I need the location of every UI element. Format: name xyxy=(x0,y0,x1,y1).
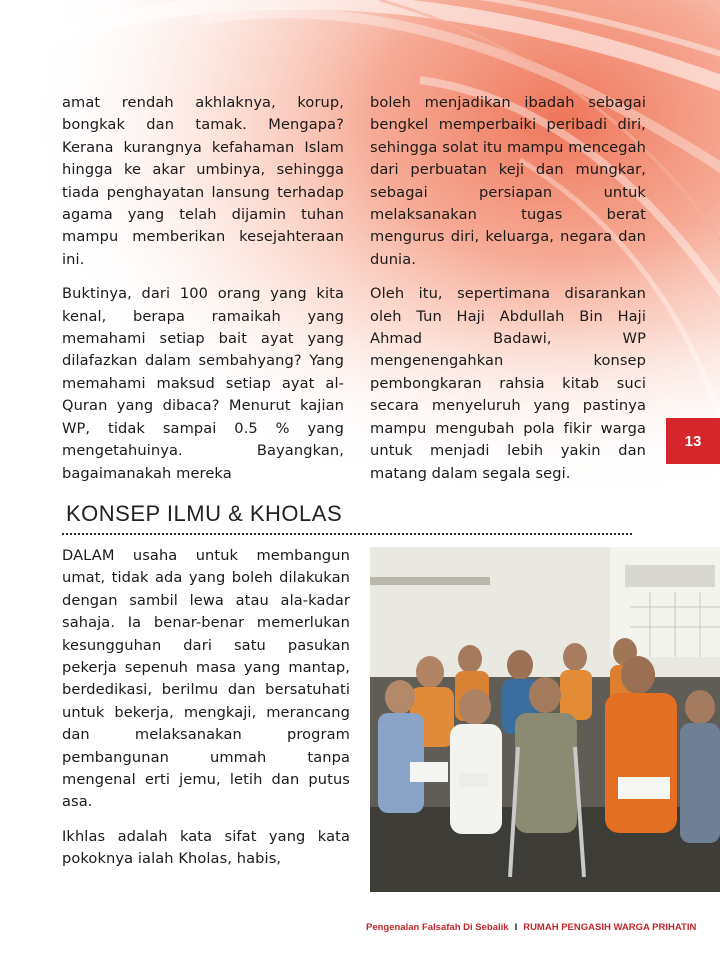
footer-separator: I xyxy=(514,922,518,933)
body-column-left-bottom xyxy=(62,545,350,883)
paragraph: boleh menjadikan ibadah sebagai bengkel memperbaiki peribadi diri, sehingga solat itu mampu mencegah dari perbuatan keji dan mungkar, sebagai persiapan untuk melaksanakan tugas berat mengurus diri, keluarga, negara dan dunia. xyxy=(370,94,646,268)
paragraph: Buktinya, dari 100 orang yang kita kenal, berapa ramaikah yang memahami setiap bait ayat yang dilafazkan dalam sembahyang? Yang memahami maksud setiap ayat al-Quran yang dibaca? Menurut kajian WP, tidak sampai 0.5 % yang mengetahuinya. Bayangkan, bagaimanakah mereka xyxy=(62,285,344,482)
body-column-right-top xyxy=(370,92,646,497)
body-column-left-top xyxy=(62,92,344,497)
paragraph: DALAM usaha untuk membangun umat, tidak ada yang boleh dilakukan dengan sambil lewa atau ala-kadar sahaja. Ia benar-benar memerlukan kesungguhan dari satu pasukan pekerja sepenuh masa yang mantap, berdedikasi, berilmu dan bersatuhati untuk bekerja, mengkaji, merancang dan melaksanakan program pembangunan ummah tanpa mengenal erti jemu, letih dan putus asa. xyxy=(62,547,350,811)
footer-publication-title: RUMAH PENGASIH WARGA PRIHATIN xyxy=(523,922,697,933)
group-photo xyxy=(370,547,720,892)
footer-section-title: Pengenalan Falsafah Di Sebalik xyxy=(366,922,509,933)
dotted-divider xyxy=(62,533,632,535)
section-heading: KONSEP ILMU & KHOLAS xyxy=(66,501,343,526)
paragraph: Ikhlas adalah kata sifat yang kata pokoknya ialah Kholas, habis, xyxy=(62,827,350,868)
paragraph: amat rendah akhlaknya, korup, bongkak dan tamak. Mengapa? Kerana kurangnya kefahaman Islam hingga ke akar umbinya, sehingga tiada penghayatan lansung terhadap agama yang telah dijamin tuhan mampu memberikan kesejahteraan ini. xyxy=(62,94,344,268)
paragraph: Oleh itu, sepertimana disarankan oleh Tun Haji Abdullah Bin Haji Ahmad Badawi, WP mengenengahkan konsep pembongkaran rahsia kitab suci secara menyeluruh yang pastinya mampu mengubah pola fikir warga untuk menjadi lebih yakin dan matang dalam segala segi. xyxy=(370,285,646,482)
page-footer xyxy=(366,922,696,933)
page-number-tab: 13 xyxy=(666,418,720,464)
